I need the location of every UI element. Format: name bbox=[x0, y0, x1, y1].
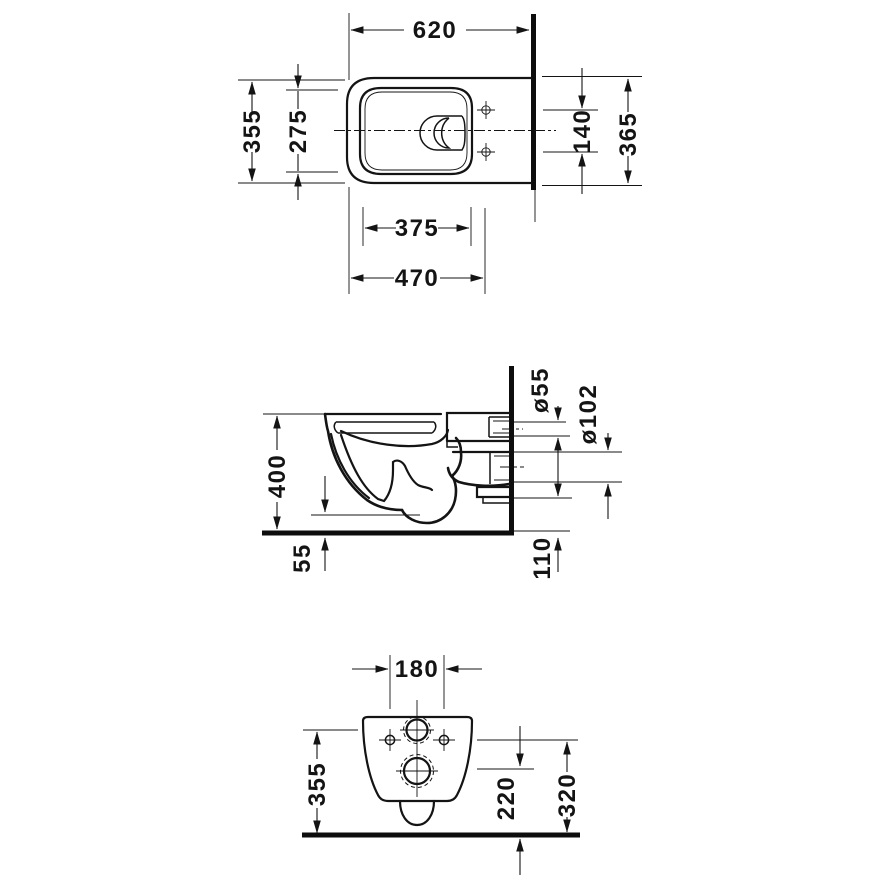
dim-front-to-fixing-holes: 470 bbox=[394, 265, 440, 292]
water-crescent bbox=[434, 118, 449, 148]
dimension-lines-rear bbox=[317, 669, 567, 875]
dim-front-bottom-clearance: 55 bbox=[289, 543, 316, 573]
dim-depth-total: 620 bbox=[412, 17, 458, 44]
drain-bulge bbox=[400, 801, 434, 825]
dim-body-width: 355 bbox=[239, 108, 266, 154]
seat-inner-ring bbox=[365, 92, 467, 170]
dim-flush-pipe-diameter: ø55 bbox=[527, 367, 554, 413]
rear-elevation-view bbox=[302, 655, 581, 875]
dim-fixing-hole-height: 320 bbox=[554, 772, 581, 818]
side-section-view bbox=[262, 366, 622, 580]
extension-lines-rear bbox=[303, 655, 578, 769]
toilet-side-profile bbox=[325, 413, 509, 523]
dim-flush-center-height: 355 bbox=[304, 761, 331, 807]
dim-rear-body-width: 365 bbox=[615, 111, 642, 157]
top-plan-view bbox=[238, 13, 642, 294]
dim-hinge-hole-spacing: 140 bbox=[569, 108, 596, 154]
dim-outlet-center-height: 220 bbox=[493, 775, 520, 821]
seat-outer-ring bbox=[360, 88, 472, 174]
extension-lines-side bbox=[263, 414, 622, 531]
dim-outlet-pipe-diameter: ø102 bbox=[575, 383, 602, 445]
flush-inlet-circle bbox=[400, 717, 434, 744]
sump-outline bbox=[420, 116, 465, 150]
dim-outlet-bottom-height: 110 bbox=[529, 536, 556, 580]
dim-seat-opening-length: 375 bbox=[394, 215, 440, 242]
seat-hinge-holes bbox=[477, 101, 495, 161]
dim-height: 400 bbox=[264, 453, 291, 499]
dim-seat-inner-width: 275 bbox=[285, 108, 312, 154]
dim-fixing-hole-spacing: 180 bbox=[394, 656, 440, 683]
